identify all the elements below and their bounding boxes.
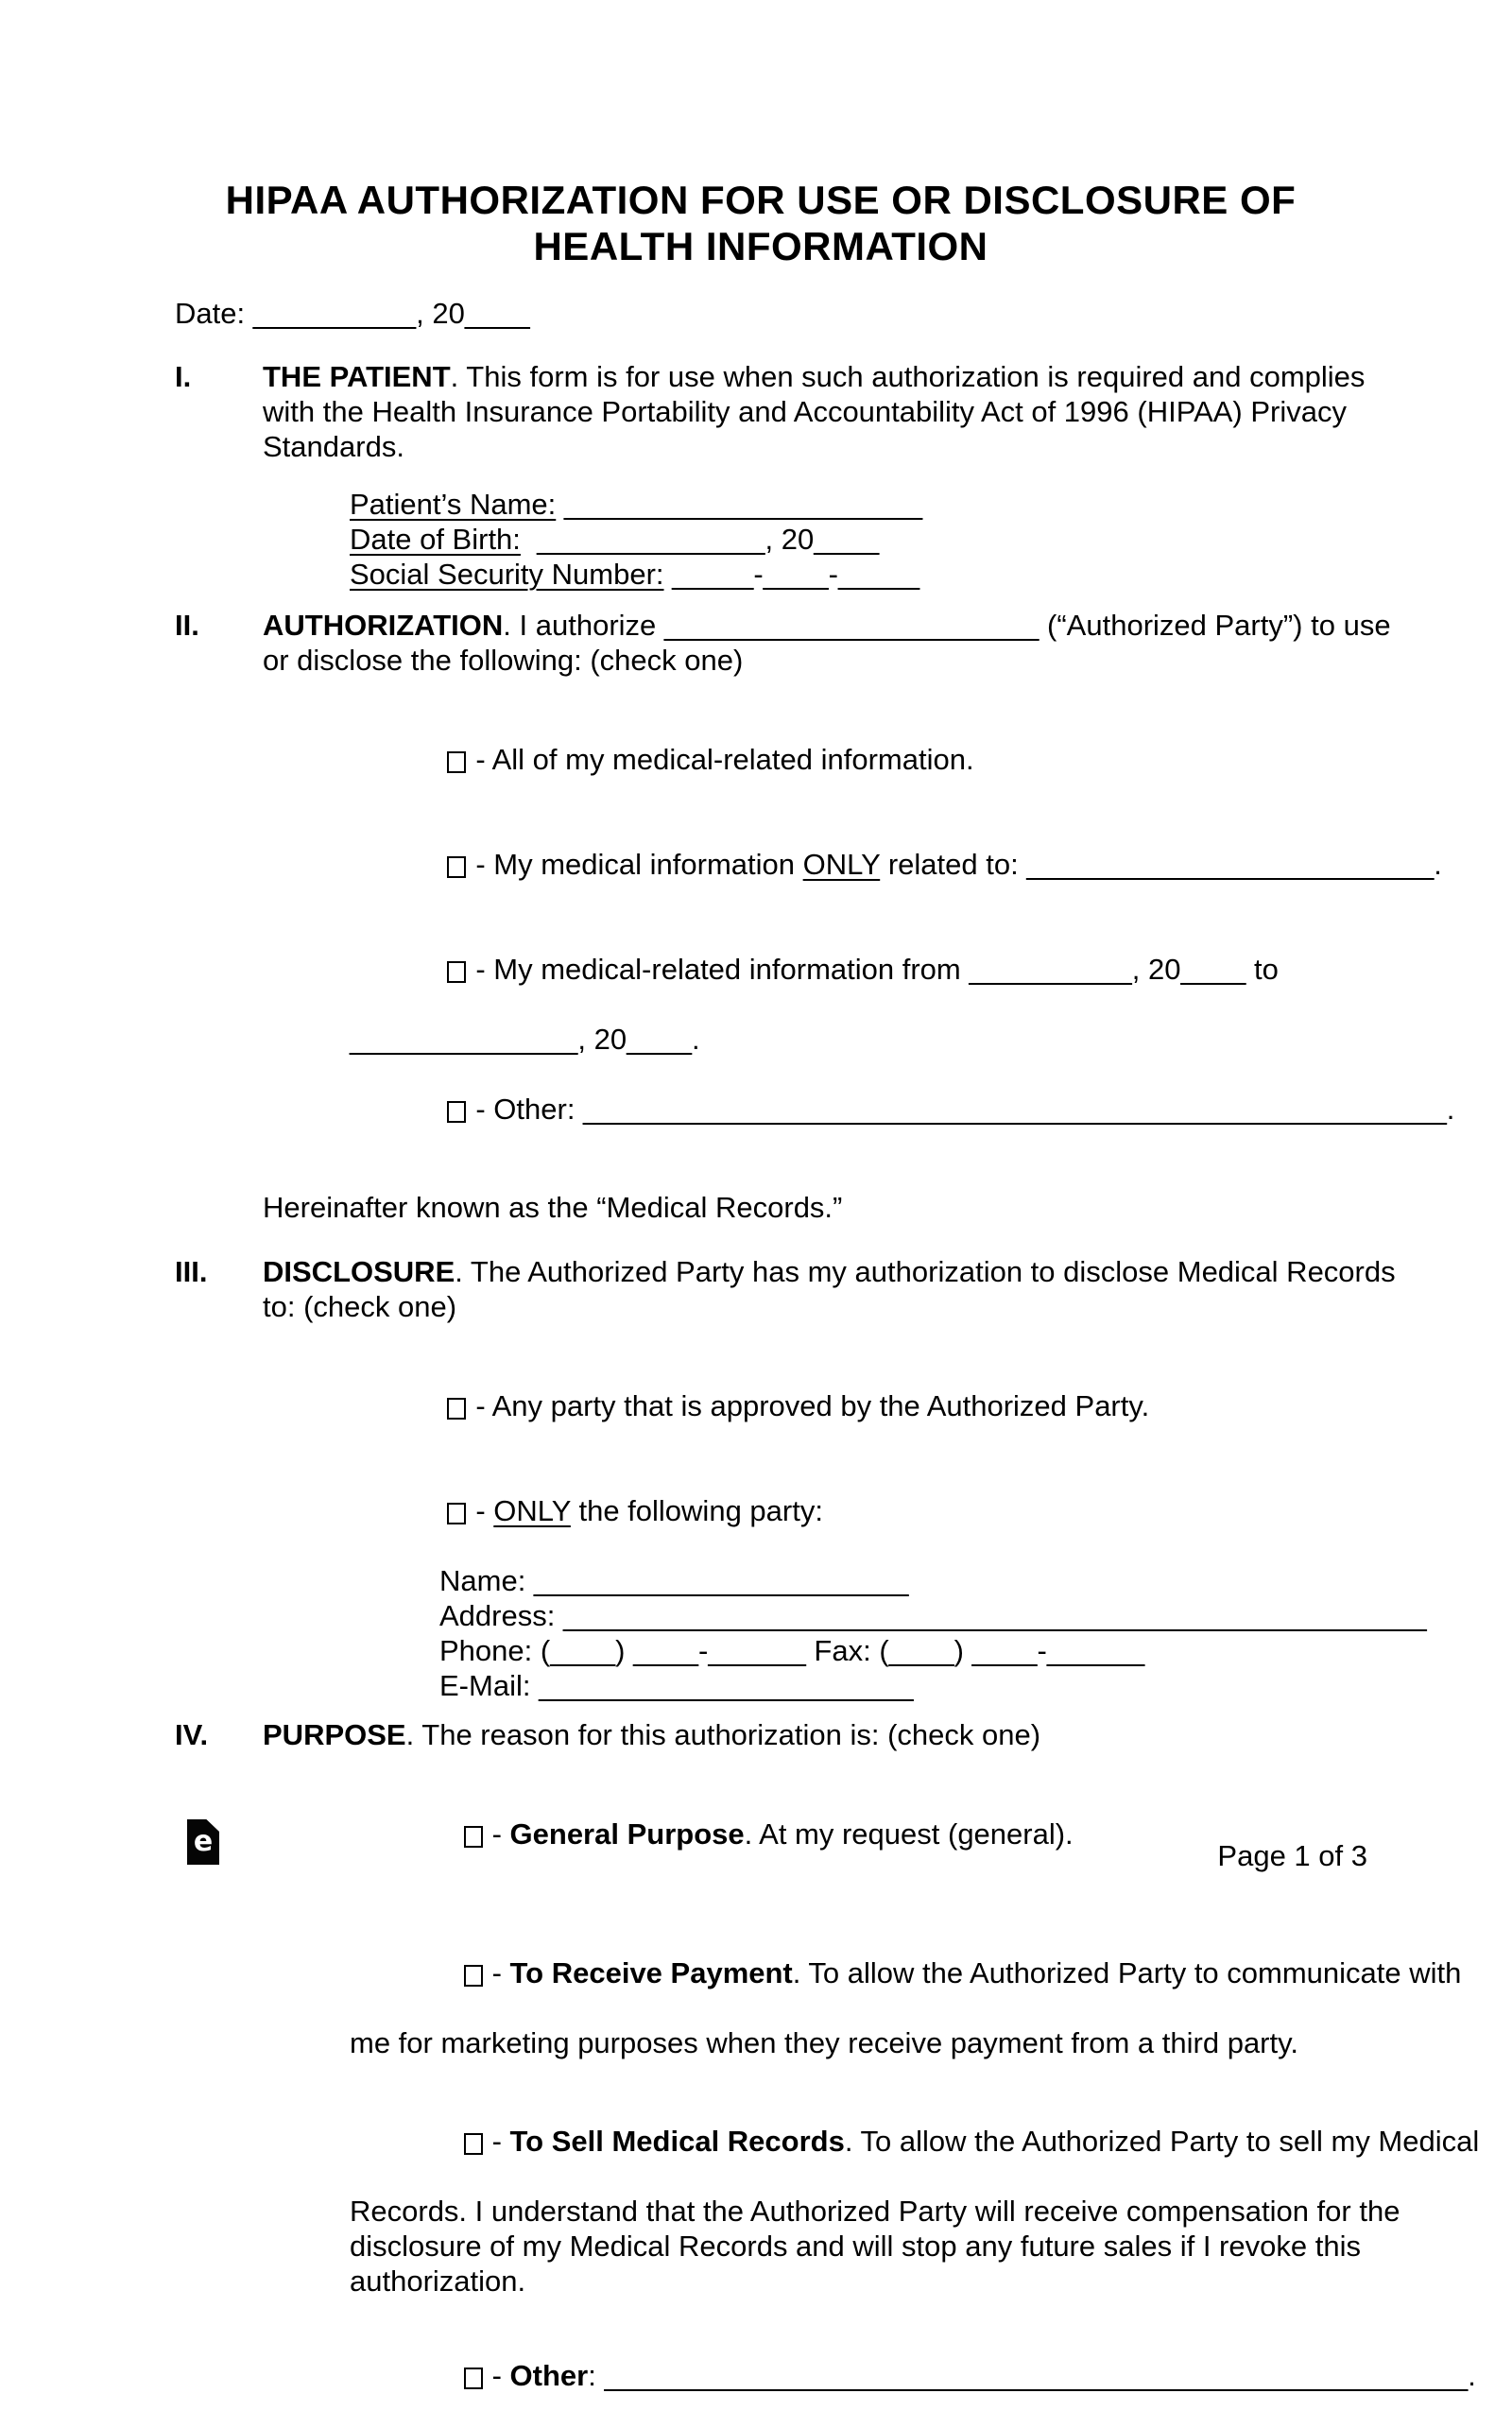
checkbox-label-continuation: authorization. (350, 2264, 526, 2298)
checkbox-row (350, 1057, 1454, 1162)
checkbox-label-continuation: disclosure of my Medical Records and will stop any future sales if I revoke this (350, 2230, 1361, 2263)
medical-records-note: Hereinafter known as the “Medical Records.” (263, 1191, 843, 1224)
checkbox-label: - To Sell Medical Records. To allow the Authorized Party to sell my Medical (491, 2125, 1480, 2158)
checkbox-label: - My medical-related information from __________, 20____ to (475, 953, 1279, 986)
section-disclosure (175, 1254, 1427, 1703)
checkbox-label-continuation: ______________, 20____. (350, 1023, 700, 1056)
checkbox-label: - Any party that is approved by the Authorized Party. (475, 1389, 1150, 1422)
section-2-text-line: or disclose the following: (check one) (263, 644, 744, 677)
purpose-item-sell-medical-records (350, 2089, 1479, 2299)
section-1-text-line: with the Health Insurance Portability and Accountability Act of 1996 (HIPAA) Privacy (263, 395, 1347, 428)
patient-name-field: Patient’s Name: ______________________ (350, 488, 923, 521)
section-1-text-line: THE PATIENT. This form is for use when such authorization is required and complies (263, 360, 1366, 393)
checkbox-row (350, 1920, 1479, 2025)
checkbox-any-approved-party[interactable] (447, 1398, 466, 1420)
checkbox-row (350, 1353, 1427, 1458)
section-numeral-2: II. (175, 609, 199, 642)
checkbox-sell-medical-records[interactable] (464, 2133, 483, 2155)
patient-fields-block (350, 487, 1365, 592)
eforms-logo-letter: e (193, 1825, 214, 1858)
disclosure-checkbox-list (350, 1353, 1427, 1703)
party-name-field: Name: _______________________ (439, 1564, 909, 1597)
checkbox-label: - To Receive Payment. To allow the Authorized Party to communicate with (491, 1956, 1462, 1989)
eforms-document-icon (187, 1819, 219, 1865)
date-field: Date: __________, 20____ (175, 297, 530, 330)
section-numeral-3: III. (175, 1255, 208, 1288)
document-content (175, 0, 1480, 2428)
checkbox-row (350, 917, 1454, 1022)
page-number: Page 1 of 3 (1217, 1839, 1367, 1872)
section-purpose (175, 1717, 1480, 2428)
checkbox-general-purpose[interactable] (464, 1826, 483, 1848)
checkbox-label: - Other: _____________________________________________________. (475, 1093, 1455, 1126)
checkbox-row (350, 1458, 1427, 1563)
date-of-birth-field: Date of Birth: ______________, 20____ (350, 523, 880, 556)
checkbox-label: - General Purpose. At my request (general). (491, 1817, 1074, 1851)
social-security-number-field: Social Security Number: _____-____-_____ (350, 558, 920, 591)
checkbox-row (350, 2089, 1479, 2194)
purpose-checkbox-list (350, 1782, 1479, 2428)
checkbox-label: - Other: _____________________________________________________. (491, 2359, 1476, 2392)
purpose-item-receive-payment (350, 1920, 1479, 2060)
checkbox-all-medical-info[interactable] (447, 751, 466, 773)
section-numeral-4: IV. (175, 1718, 209, 1751)
checkbox-receive-payment[interactable] (464, 1965, 483, 1987)
checkbox-row (350, 2323, 1479, 2428)
section-4-text-line: PURPOSE. The reason for this authorization is: (check one) (263, 1718, 1041, 1751)
checkbox-medical-info-only-related[interactable] (447, 856, 466, 878)
section-3-text-line: DISCLOSURE. The Authorized Party has my authorization to disclose Medical Records (263, 1255, 1396, 1288)
checkbox-label: - All of my medical-related information. (475, 743, 974, 776)
checkbox-label: - My medical information ONLY related to: _________________________. (475, 848, 1442, 881)
section-the-patient (175, 359, 1366, 592)
section-authorization (175, 608, 1455, 1225)
section-3-text-line: to: (check one) (263, 1290, 457, 1323)
checkbox-medical-info-date-range[interactable] (447, 961, 466, 983)
authorization-checkbox-list (350, 707, 1454, 1162)
party-phone-fax-field: Phone: (____) ____-______ Fax: (____) ____-______ (439, 1634, 1145, 1667)
party-email-field: E-Mail: _______________________ (439, 1669, 914, 1702)
checkbox-only-following-party[interactable] (447, 1503, 466, 1524)
title-line-2: HEALTH INFORMATION (533, 224, 988, 268)
document-title (175, 177, 1347, 269)
checkbox-label-continuation: me for marketing purposes when they receive payment from a third party. (350, 2026, 1298, 2059)
purpose-item-other (350, 2323, 1479, 2428)
checkbox-label-continuation: Records. I understand that the Authorized Party will receive compensation for the (350, 2195, 1400, 2228)
title-line-1: HIPAA AUTHORIZATION FOR USE OR DISCLOSURE OF (225, 178, 1297, 222)
party-contact-fields (439, 1563, 1427, 1703)
checkbox-row (350, 707, 1454, 812)
checkbox-other-purpose[interactable] (464, 2368, 483, 2389)
checkbox-other-authorization[interactable] (447, 1101, 466, 1123)
section-numeral-1: I. (175, 360, 192, 393)
section-1-text-line: Standards. (263, 430, 404, 463)
checkbox-label: - ONLY the following party: (475, 1494, 823, 1527)
checkbox-row (350, 812, 1454, 917)
section-2-text-line: AUTHORIZATION. I authorize _______________________ (“Authorized Party”) to use (263, 609, 1391, 642)
party-address-field: Address: _____________________________________________________ (439, 1599, 1427, 1632)
